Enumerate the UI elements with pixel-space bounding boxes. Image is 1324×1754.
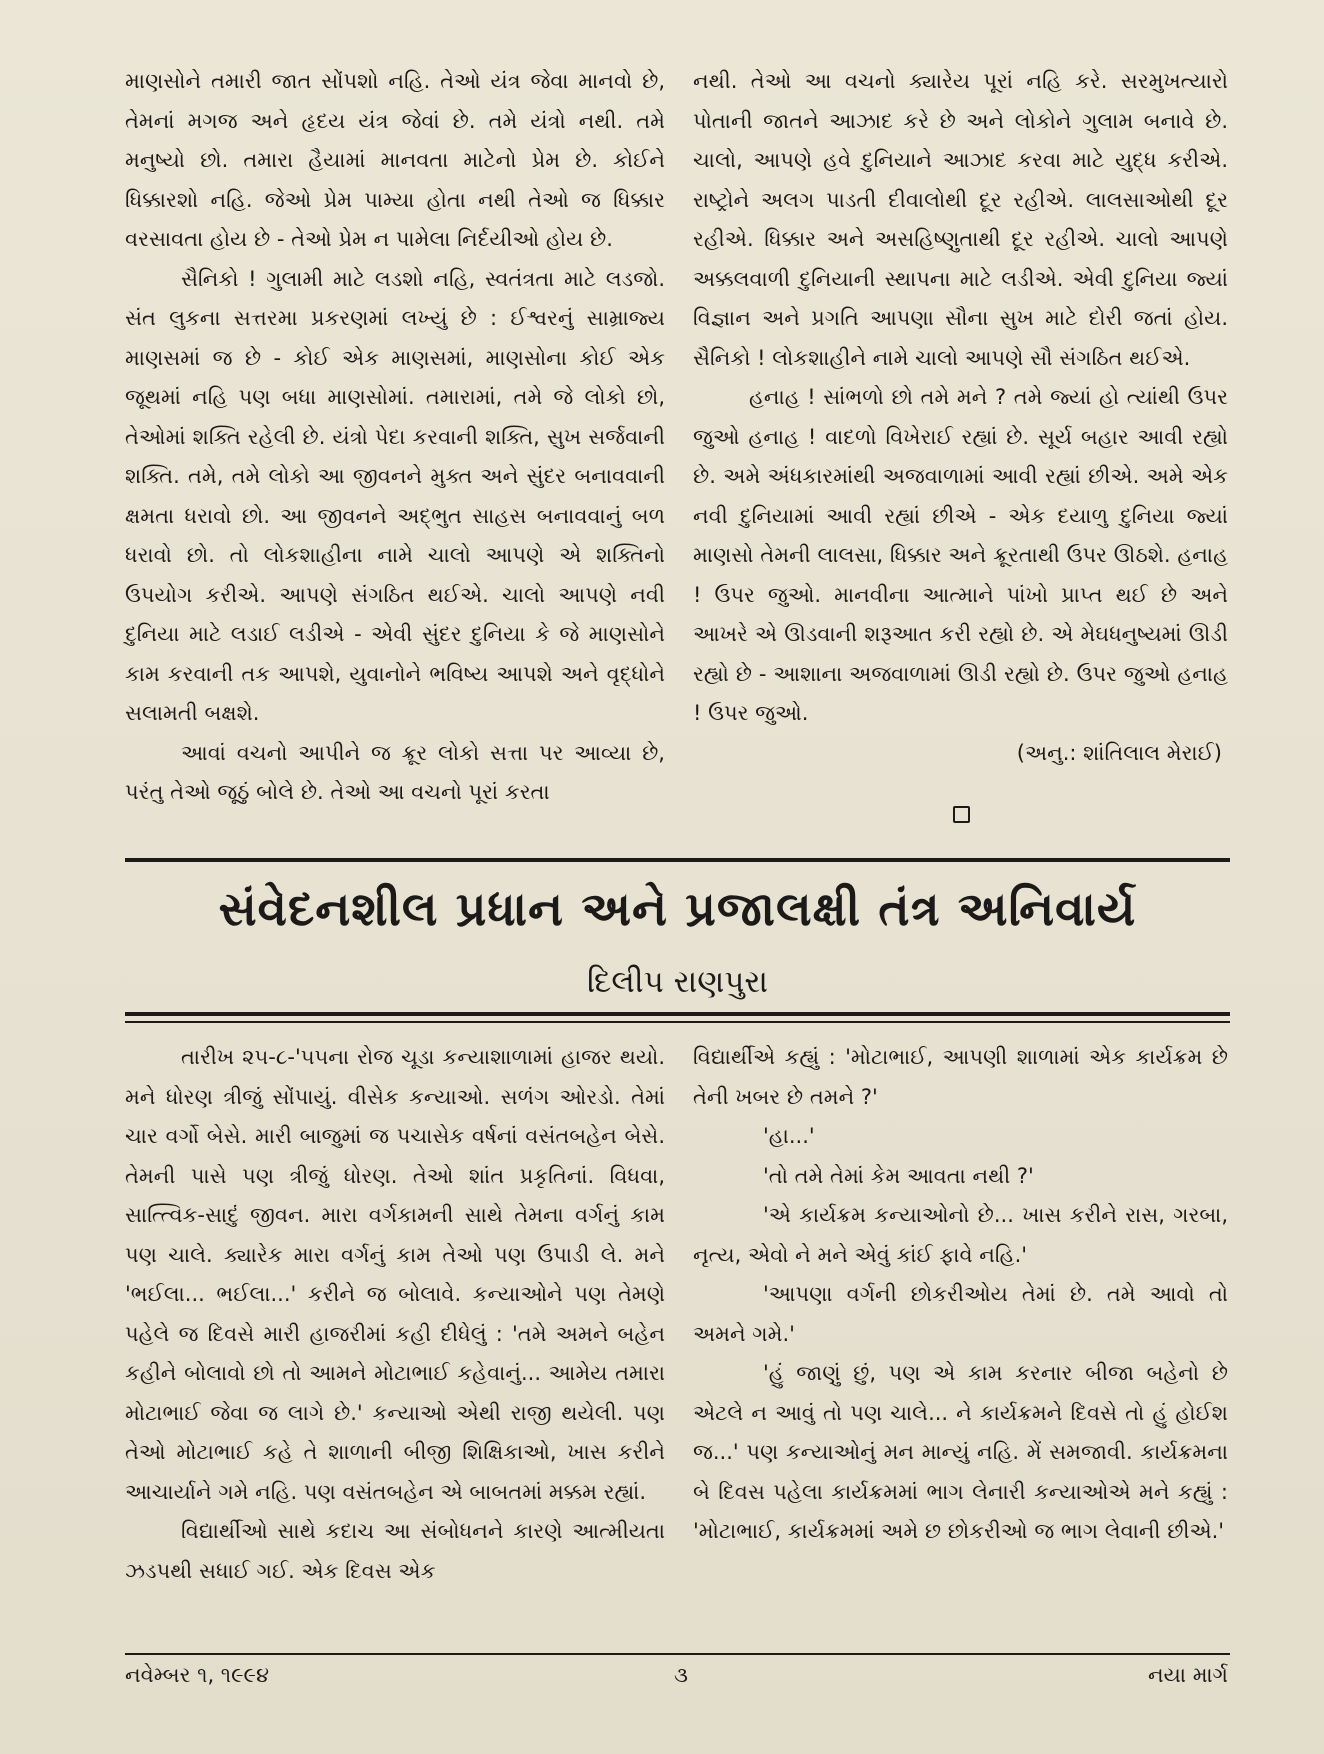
article-headline: સંવેદનશીલ પ્રધાન અને પ્રજાલક્ષી તંત્ર અનિવાર્ય [218, 882, 1137, 937]
translator-credit: (અનુ.: શાંતિલાલ મેરાઈ) [1016, 740, 1222, 765]
footer-divider [125, 1653, 1230, 1655]
article-end-mark [953, 806, 970, 823]
dialogue-line: 'હું જાણું છું, પણ એ કામ કરનાર બીજા બહેનો છે એટલે ન આવું તો પણ ચાલે... ને કાર્યક્રમને દિવસે તો હું હોઈશ જ...' પણ કન્યાઓનું મન માન્યું નહિ. મેં સમજાવી. કાર્યક્રમના બે દિવસ પહેલા કાર્યક્રમમાં ભાગ લેનારી કન્યાઓએ મને કહ્યું : 'મોટાભાઈ, કાર્યક્રમમાં અમે છ છોકરીઓ જ ભાગ લેવાની છીએ.' [693, 1361, 1228, 1543]
paragraph: વિદ્યાર્થીઓ સાથે કદાચ આ સંબોધનને કારણે આત્મીયતા ઝડપથી સધાઈ ગઈ. એક દિવસ એક [125, 1519, 665, 1583]
dialogue-line: 'તો તમે તેમાં કેમ આવતા નથી ?' [763, 1163, 1034, 1188]
dialogue-line: 'હા...' [763, 1124, 815, 1148]
article2-right-column [693, 1038, 1228, 1552]
article2-left-column [125, 1038, 665, 1591]
publication-name: નયા માર્ગ [1148, 1663, 1228, 1687]
paragraph: તારીખ ૨૫-૮-'૫૫ના રોજ ચૂડા કન્યાશાળામાં હાજર થયો. મને ધોરણ ત્રીજું સોંપાયું. વીસેક કન્યાઓ. સળંગ ઓરડો. તેમાં ચાર વર્ગો બેસે. મારી બાજુમાં જ પચાસેક વર્ષનાં વસંતબહેન બેસે. તેમની પાસે પણ ત્રીજું ધોરણ. તેઓ શાંત પ્રકૃતિનાં. વિધવા, સાત્ત્વિક-સાદું જીવન. મારા વર્ગકામની સાથે તેમના વર્ગનું કામ પણ ચાલે. ક્યારેક મારા વર્ગનું કામ તેઓ પણ ઉપાડી લે. મને 'ભઈલા... ભઈલા...' કરીને જ બોલાવે. કન્યાઓને પણ તેમણે પહેલે જ દિવસે મારી હાજરીમાં કહી દીધેલું : 'તમે અમને બહેન કહીને બોલાવો છો તો આમને મોટાભાઈ કહેવાનું... આમેય તમારા મોટાભાઈ જેવા જ લાગે છે.' કન્યાઓ એથી રાજી થયેલી. પણ તેઓ મોટાભાઈ કહે તે શાળાની બીજી શિક્ષિકાઓ, ખાસ કરીને આચાર્યાને ગમે નહિ. પણ વસંતબહેન એ બાબતમાં મક્કમ રહ્યાં. [125, 1045, 665, 1504]
paragraph: વિદ્યાર્થીએ કહ્યું : 'મોટાભાઈ, આપણી શાળામાં એક કાર્યક્રમ છે તેની ખબર છે તમને ?' [693, 1045, 1228, 1109]
author-byline: દિલીપ રાણપુરા [586, 964, 768, 1000]
headline-divider-thin [125, 1021, 1230, 1023]
page-number: ૩ [674, 1663, 688, 1687]
section-divider [125, 858, 1230, 862]
headline-divider-thick [125, 1012, 1230, 1016]
paragraph: માણસોને તમારી જાત સોંપશો નહિ. તેઓ યંત્ર જેવા માનવો છે, તેમનાં મગજ અને હૃદય યંત્ર જેવાં છે. તમે યંત્રો નથી. તમે મનુષ્યો છો. તમારા હૈયામાં માનવતા માટેનો પ્રેમ છે. કોઈને ધિક્કારશો નહિ. જેઓ પ્રેમ પામ્યા હોતા નથી તેઓ જ ધિક્કાર વરસાવતા હોય છે - તેઓ પ્રેમ ન પામેલા નિર્દયીઓ હોય છે. [125, 69, 665, 251]
paragraph: હનાહ ! સાંભળો છો તમે મને ? તમે જ્યાં હો ત્યાંથી ઉપર જુઓ હનાહ ! વાદળો વિખેરાઈ રહ્યાં છે. સૂર્ય બહાર આવી રહ્યો છે. અમે અંધકારમાંથી અજવાળામાં આવી રહ્યાં છીએ. અમે એક નવી દુનિયામાં આવી રહ્યાં છીએ - એક દયાળુ દુનિયા જ્યાં માણસો તેમની લાલસા, ધિક્કાર અને ક્રૂરતાથી ઉપર ઊઠશે. હનાહ ! ઉપર જુઓ. માનવીના આત્માને પાંખો પ્રાપ્ત થઈ છે અને આખરે એ ઊડવાની શરૂઆત કરી રહ્યો છે. એ મેઘધનુષ્યમાં ઊડી રહ્યો છે - આશાના અજવાળામાં ઊડી રહ્યો છે. ઉપર જુઓ હનાહ ! ઉપર જુઓ. [693, 385, 1228, 725]
dialogue-line: 'એ કાર્યક્રમ કન્યાઓનો છે... ખાસ કરીને રાસ, ગરબા, નૃત્ય, એવો ને મને એવું કાંઈ ફાવે નહિ.' [693, 1203, 1228, 1267]
article1-right-column [693, 62, 1228, 773]
paragraph: આવાં વચનો આપીને જ ક્રૂર લોકો સત્તા પર આવ્યા છે, પરંતુ તેઓ જૂઠું બોલે છે. તેઓ આ વચનો પૂરાં કરતા [125, 740, 665, 804]
footer-date: નવેમ્બર ૧, ૧૯૯૪ [125, 1663, 269, 1687]
dialogue-line: 'આપણા વર્ગની છોકરીઓય તેમાં છે. તમે આવો તો અમને ગમે.' [693, 1282, 1228, 1346]
paragraph: નથી. તેઓ આ વચનો ક્યારેય પૂરાં નહિ કરે. સરમુખત્યારો પોતાની જાતને આઝાદ કરે છે અને લોકોને ગુલામ બનાવે છે. ચાલો, આપણે હવે દુનિયાને આઝાદ કરવા માટે યુદ્ધ કરીએ. રાષ્ટ્રોને અલગ પાડતી દીવાલોથી દૂર રહીએ. લાલસાઓથી દૂર રહીએ. ધિક્કાર અને અસહિષ્ણુતાથી દૂર રહીએ. ચાલો આપણે અક્કલવાળી દુનિયાની સ્થાપના માટે લડીએ. એવી દુનિયા જ્યાં વિજ્ઞાન અને પ્રગતિ આપણા સૌના સુખ માટે દોરી જતાં હોય. સૈનિકો ! લોકશાહીને નામે ચાલો આપણે સૌ સંગઠિત થઈએ. [693, 69, 1228, 370]
article1-left-column [125, 62, 665, 813]
paragraph: સૈનિકો ! ગુલામી માટે લડશો નહિ, સ્વતંત્રતા માટે લડજો. સંત લુકના સત્તરમા પ્રકરણમાં લખ્યું છે : ઈશ્વરનું સામ્રાજ્ય માણસમાં જ છે - કોઈ એક માણસમાં, માણસોના કોઈ એક જૂથમાં નહિ પણ બધા માણસોમાં. તમારામાં, તમે જે લોકો છો, તેઓમાં શક્તિ રહેલી છે. યંત્રો પેદા કરવાની શક્તિ, સુખ સર્જવાની શક્તિ. તમે, તમે લોકો આ જીવનને મુક્ત અને સુંદર બનાવવાની ક્ષમતા ધરાવો છો. આ જીવનને અદ્ભુત સાહસ બનાવવાનું બળ ધરાવો છો. તો લોકશાહીના નામે ચાલો આપણે એ શક્તિનો ઉપયોગ કરીએ. આપણે સંગઠિત થઈએ. ચાલો આપણે નવી દુનિયા માટે લડાઈ લડીએ - એવી સુંદર દુનિયા કે જે માણસોને કામ કરવાની તક આપશે, યુવાનોને ભવિષ્ય આપશે અને વૃદ્ધોને સલામતી બક્ષશે. [125, 266, 665, 725]
